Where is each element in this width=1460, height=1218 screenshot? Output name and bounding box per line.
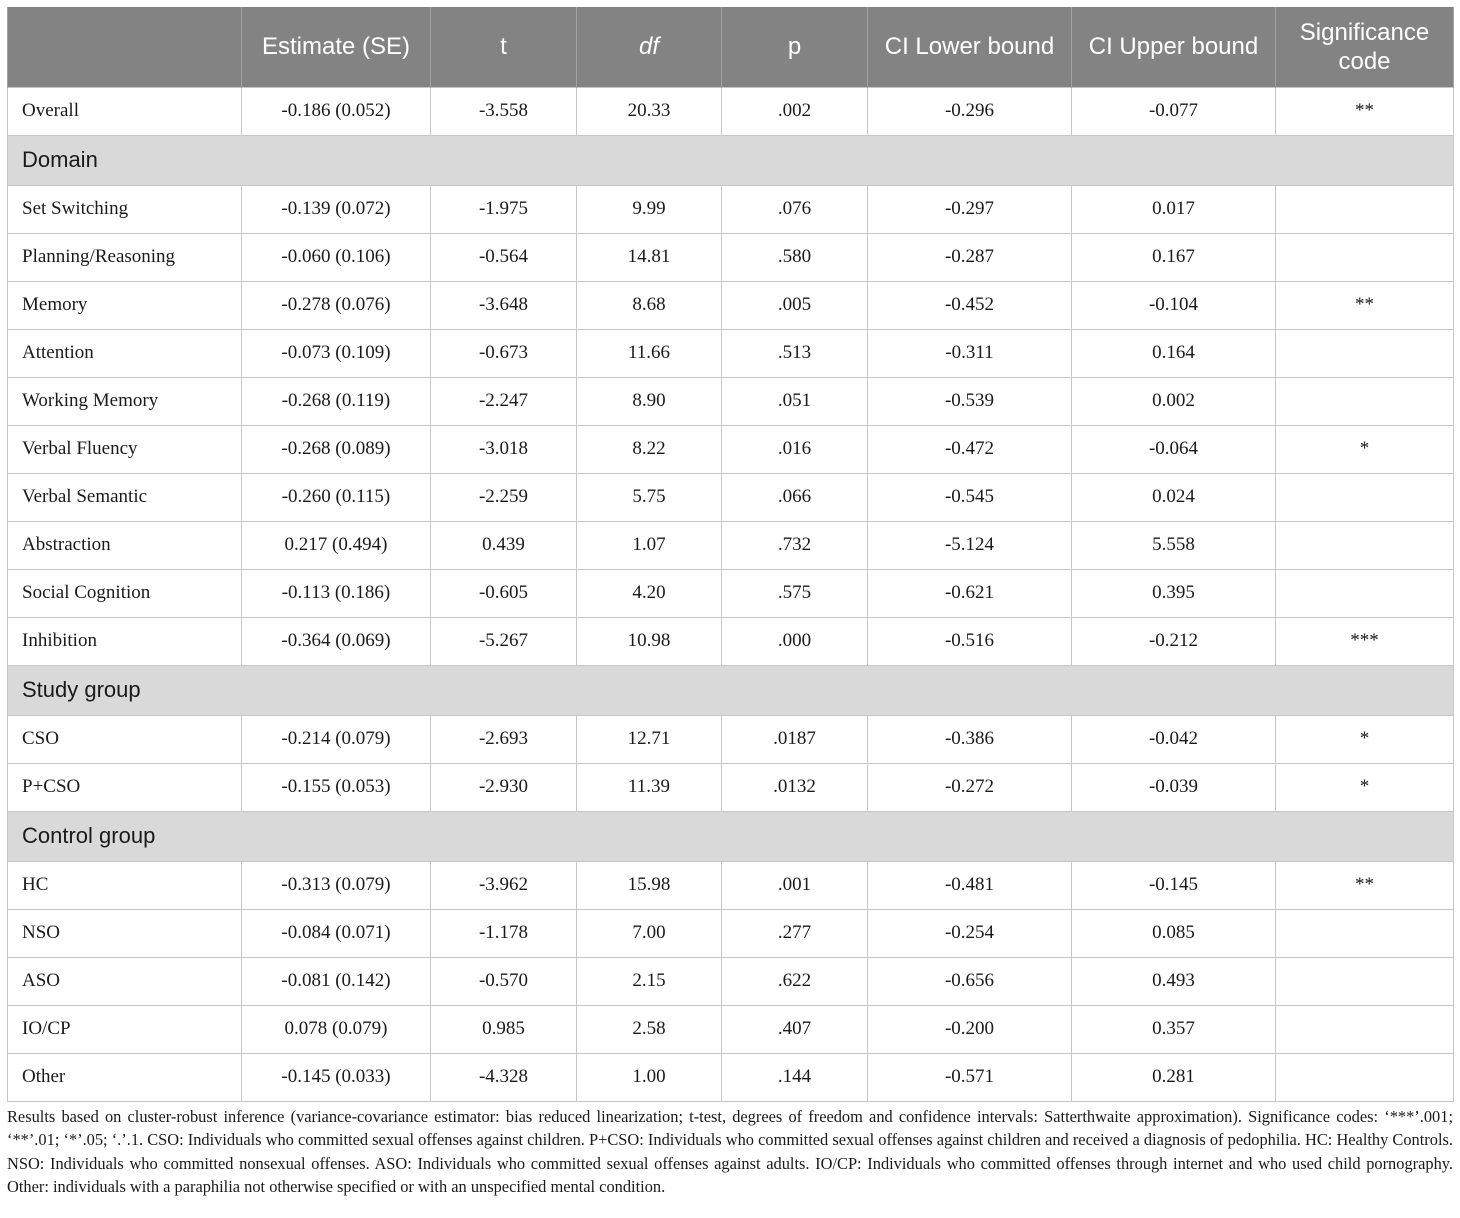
- p-cell: .066: [722, 473, 868, 521]
- t-cell: -3.962: [431, 861, 577, 909]
- ci-upper-cell: -0.064: [1072, 425, 1276, 473]
- estimate-cell: -0.214 (0.079): [242, 715, 431, 763]
- df-cell: 7.00: [577, 909, 722, 957]
- ci-upper-cell: 0.167: [1072, 233, 1276, 281]
- estimate-cell: -0.278 (0.076): [242, 281, 431, 329]
- significance-cell: [1276, 909, 1454, 957]
- header-significance: Significance code: [1276, 7, 1454, 87]
- row-label: Abstraction: [8, 521, 242, 569]
- significance-cell: [1276, 521, 1454, 569]
- row-label: Working Memory: [8, 377, 242, 425]
- p-cell: .407: [722, 1005, 868, 1053]
- ci-lower-cell: -0.621: [868, 569, 1072, 617]
- header-t: t: [431, 7, 577, 87]
- df-cell: 20.33: [577, 87, 722, 135]
- ci-upper-cell: -0.212: [1072, 617, 1276, 665]
- ci-upper-cell: 5.558: [1072, 521, 1276, 569]
- ci-upper-cell: 0.024: [1072, 473, 1276, 521]
- ci-upper-cell: 0.357: [1072, 1005, 1276, 1053]
- significance-cell: [1276, 185, 1454, 233]
- section-header-row: [8, 665, 1454, 715]
- ci-lower-cell: -0.287: [868, 233, 1072, 281]
- section-label: Domain: [8, 135, 1454, 185]
- df-cell: 2.58: [577, 1005, 722, 1053]
- p-cell: .016: [722, 425, 868, 473]
- estimate-cell: -0.364 (0.069): [242, 617, 431, 665]
- significance-cell: ***: [1276, 617, 1454, 665]
- row-label: Other: [8, 1053, 242, 1101]
- df-cell: 5.75: [577, 473, 722, 521]
- estimate-cell: -0.155 (0.053): [242, 763, 431, 811]
- table-row: [8, 569, 1454, 617]
- table-row: [8, 909, 1454, 957]
- header-ci-lower: CI Lower bound: [868, 7, 1072, 87]
- p-cell: .002: [722, 87, 868, 135]
- df-cell: 14.81: [577, 233, 722, 281]
- ci-upper-cell: -0.145: [1072, 861, 1276, 909]
- p-cell: .000: [722, 617, 868, 665]
- ci-upper-cell: 0.493: [1072, 957, 1276, 1005]
- header-p: p: [722, 7, 868, 87]
- row-label: P+CSO: [8, 763, 242, 811]
- row-label: Social Cognition: [8, 569, 242, 617]
- estimate-cell: -0.260 (0.115): [242, 473, 431, 521]
- t-cell: -3.558: [431, 87, 577, 135]
- t-cell: -4.328: [431, 1053, 577, 1101]
- df-cell: 11.66: [577, 329, 722, 377]
- row-label: NSO: [8, 909, 242, 957]
- significance-cell: *: [1276, 425, 1454, 473]
- df-cell: 9.99: [577, 185, 722, 233]
- estimate-cell: -0.084 (0.071): [242, 909, 431, 957]
- results-table: [7, 7, 1454, 1102]
- p-cell: .0132: [722, 763, 868, 811]
- table-header: [8, 7, 1454, 87]
- df-cell: 1.07: [577, 521, 722, 569]
- row-label: Overall: [8, 87, 242, 135]
- p-cell: .001: [722, 861, 868, 909]
- header-ci-upper: CI Upper bound: [1072, 7, 1276, 87]
- ci-upper-cell: 0.164: [1072, 329, 1276, 377]
- significance-cell: **: [1276, 87, 1454, 135]
- table-body: [8, 87, 1454, 1101]
- table-row: [8, 1005, 1454, 1053]
- ci-lower-cell: -0.545: [868, 473, 1072, 521]
- significance-cell: *: [1276, 763, 1454, 811]
- t-cell: -1.178: [431, 909, 577, 957]
- p-cell: .005: [722, 281, 868, 329]
- df-cell: 11.39: [577, 763, 722, 811]
- t-cell: -1.975: [431, 185, 577, 233]
- row-label: ASO: [8, 957, 242, 1005]
- p-cell: .513: [722, 329, 868, 377]
- table-row: [8, 715, 1454, 763]
- significance-cell: **: [1276, 281, 1454, 329]
- ci-upper-cell: -0.039: [1072, 763, 1276, 811]
- table-row: [8, 233, 1454, 281]
- p-cell: .575: [722, 569, 868, 617]
- ci-lower-cell: -0.472: [868, 425, 1072, 473]
- df-cell: 12.71: [577, 715, 722, 763]
- ci-lower-cell: -0.571: [868, 1053, 1072, 1101]
- significance-cell: [1276, 233, 1454, 281]
- ci-lower-cell: -0.481: [868, 861, 1072, 909]
- p-cell: .277: [722, 909, 868, 957]
- estimate-cell: -0.186 (0.052): [242, 87, 431, 135]
- ci-lower-cell: -0.254: [868, 909, 1072, 957]
- header-estimate: Estimate (SE): [242, 7, 431, 87]
- estimate-cell: 0.217 (0.494): [242, 521, 431, 569]
- p-cell: .622: [722, 957, 868, 1005]
- ci-lower-cell: -0.297: [868, 185, 1072, 233]
- t-cell: -2.247: [431, 377, 577, 425]
- ci-lower-cell: -0.296: [868, 87, 1072, 135]
- table-row: [8, 185, 1454, 233]
- table-row: [8, 763, 1454, 811]
- results-table-container: [7, 7, 1453, 1102]
- estimate-cell: -0.139 (0.072): [242, 185, 431, 233]
- ci-lower-cell: -0.452: [868, 281, 1072, 329]
- ci-lower-cell: -5.124: [868, 521, 1072, 569]
- estimate-cell: 0.078 (0.079): [242, 1005, 431, 1053]
- row-label: Attention: [8, 329, 242, 377]
- row-label: Verbal Fluency: [8, 425, 242, 473]
- row-label: HC: [8, 861, 242, 909]
- t-cell: 0.439: [431, 521, 577, 569]
- significance-cell: **: [1276, 861, 1454, 909]
- table-row: [8, 377, 1454, 425]
- ci-upper-cell: 0.085: [1072, 909, 1276, 957]
- table-row: [8, 957, 1454, 1005]
- ci-lower-cell: -0.656: [868, 957, 1072, 1005]
- row-label: Memory: [8, 281, 242, 329]
- t-cell: -2.259: [431, 473, 577, 521]
- table-row: [8, 1053, 1454, 1101]
- significance-cell: [1276, 377, 1454, 425]
- header-row-label: [8, 7, 242, 87]
- ci-lower-cell: -0.200: [868, 1005, 1072, 1053]
- ci-lower-cell: -0.539: [868, 377, 1072, 425]
- df-cell: 8.90: [577, 377, 722, 425]
- row-label: Verbal Semantic: [8, 473, 242, 521]
- df-cell: 15.98: [577, 861, 722, 909]
- p-cell: .076: [722, 185, 868, 233]
- p-cell: .0187: [722, 715, 868, 763]
- ci-upper-cell: 0.017: [1072, 185, 1276, 233]
- estimate-cell: -0.060 (0.106): [242, 233, 431, 281]
- ci-upper-cell: 0.002: [1072, 377, 1276, 425]
- significance-cell: [1276, 569, 1454, 617]
- estimate-cell: -0.081 (0.142): [242, 957, 431, 1005]
- section-label: Control group: [8, 811, 1454, 861]
- significance-cell: [1276, 1053, 1454, 1101]
- significance-cell: *: [1276, 715, 1454, 763]
- ci-upper-cell: 0.281: [1072, 1053, 1276, 1101]
- t-cell: -3.648: [431, 281, 577, 329]
- t-cell: -2.930: [431, 763, 577, 811]
- p-cell: .580: [722, 233, 868, 281]
- table-footnote: Results based on cluster-robust inference (variance-covariance estimator: bias reduced linearization; t-test, degrees of freedom and confidence intervals: Satterthwaite approximation). Significance codes: ‘***’.001; ‘**’.01; ‘*’.05; ‘.’.1. CSO: Individuals who committed sexual offenses against children. P+CSO: Individuals who committed sexual offenses against children and received a diagnosis of pedophilia. HC: Healthy Controls. NSO: Individuals who committed nonsexual offenses. ASO: Individuals who committed sexual offenses against adults. IO/CP: Individuals who committed offenses through internet and who used child pornography. Other: individuals with a paraphilia not otherwise specified or with an unspecified mental condition.: [7, 1107, 1453, 1197]
- p-cell: .732: [722, 521, 868, 569]
- estimate-cell: -0.113 (0.186): [242, 569, 431, 617]
- estimate-cell: -0.145 (0.033): [242, 1053, 431, 1101]
- estimate-cell: -0.268 (0.089): [242, 425, 431, 473]
- table-row: [8, 861, 1454, 909]
- row-label: Inhibition: [8, 617, 242, 665]
- p-cell: .144: [722, 1053, 868, 1101]
- t-cell: -0.564: [431, 233, 577, 281]
- ci-upper-cell: -0.042: [1072, 715, 1276, 763]
- estimate-cell: -0.268 (0.119): [242, 377, 431, 425]
- t-cell: -3.018: [431, 425, 577, 473]
- p-cell: .051: [722, 377, 868, 425]
- t-cell: 0.985: [431, 1005, 577, 1053]
- table-row: [8, 87, 1454, 135]
- significance-cell: [1276, 1005, 1454, 1053]
- table-row: [8, 473, 1454, 521]
- row-label: CSO: [8, 715, 242, 763]
- significance-cell: [1276, 957, 1454, 1005]
- df-cell: 4.20: [577, 569, 722, 617]
- ci-lower-cell: -0.516: [868, 617, 1072, 665]
- ci-upper-cell: 0.395: [1072, 569, 1276, 617]
- row-label: Set Switching: [8, 185, 242, 233]
- row-label: Planning/Reasoning: [8, 233, 242, 281]
- table-row: [8, 329, 1454, 377]
- df-cell: 8.68: [577, 281, 722, 329]
- ci-upper-cell: -0.104: [1072, 281, 1276, 329]
- significance-cell: [1276, 473, 1454, 521]
- t-cell: -0.570: [431, 957, 577, 1005]
- t-cell: -2.693: [431, 715, 577, 763]
- row-label: IO/CP: [8, 1005, 242, 1053]
- table-row: [8, 617, 1454, 665]
- ci-upper-cell: -0.077: [1072, 87, 1276, 135]
- section-header-row: [8, 135, 1454, 185]
- section-label: Study group: [8, 665, 1454, 715]
- ci-lower-cell: -0.272: [868, 763, 1072, 811]
- section-header-row: [8, 811, 1454, 861]
- t-cell: -0.673: [431, 329, 577, 377]
- df-cell: 8.22: [577, 425, 722, 473]
- ci-lower-cell: -0.386: [868, 715, 1072, 763]
- header-row: [8, 7, 1454, 87]
- table-row: [8, 281, 1454, 329]
- significance-cell: [1276, 329, 1454, 377]
- df-cell: 2.15: [577, 957, 722, 1005]
- t-cell: -5.267: [431, 617, 577, 665]
- header-df: df: [577, 7, 722, 87]
- table-row: [8, 521, 1454, 569]
- ci-lower-cell: -0.311: [868, 329, 1072, 377]
- df-cell: 1.00: [577, 1053, 722, 1101]
- estimate-cell: -0.313 (0.079): [242, 861, 431, 909]
- table-row: [8, 425, 1454, 473]
- df-cell: 10.98: [577, 617, 722, 665]
- t-cell: -0.605: [431, 569, 577, 617]
- estimate-cell: -0.073 (0.109): [242, 329, 431, 377]
